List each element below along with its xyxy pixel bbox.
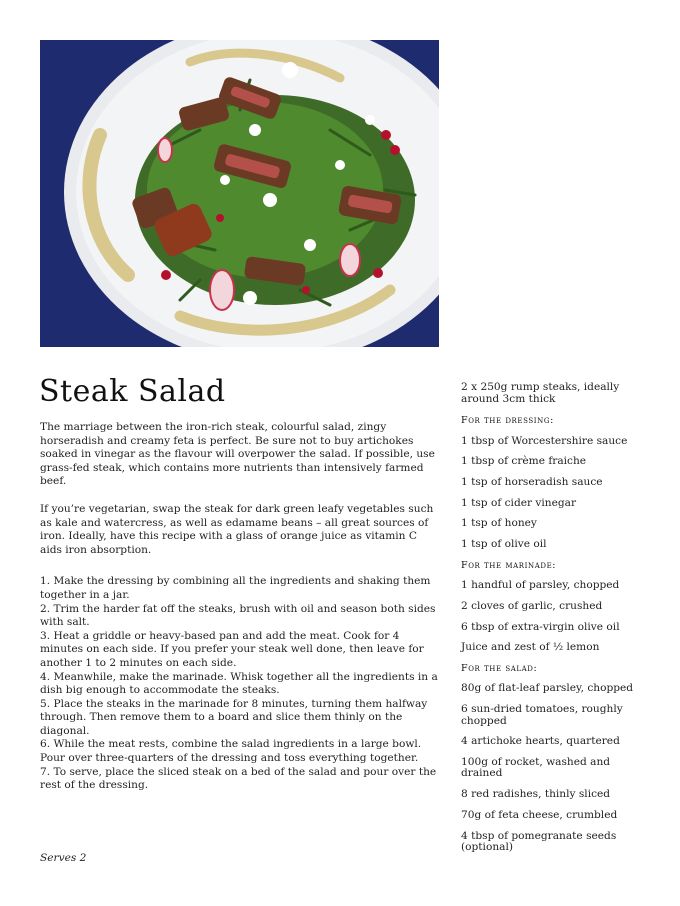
ingredient-item: 4 artichoke hearts, quartered [461, 735, 620, 748]
intro-paragraph: If you’re vegetarian, swap the steak for dark green leafy vegetables such as kale and watercress, as well as edamame beans – all great sources of iron. Ideally, have this recipe with a glass of orange juice as vitamin C aids iron absorption. [40, 502, 434, 556]
ingredient-item: 1 tsp of horseradish sauce [461, 475, 603, 488]
salad-heading: For the salad: [461, 662, 538, 674]
ingredient-item: 1 tsp of olive oil [461, 537, 547, 550]
ingredient-item: 1 tsp of cider vinegar [461, 496, 577, 509]
steak-salad-illustration [40, 40, 439, 347]
ingredient-item: 1 tbsp of crème fraiche [461, 455, 587, 468]
recipe-body [40, 421, 440, 793]
ingredient-item: 1 tsp of honey [461, 517, 537, 530]
ingredient-item: 4 tbsp of pomegranate seeds (optional) [461, 829, 617, 853]
recipe-title: Steak Salad [39, 374, 226, 409]
ingredient-item: Juice and zest of ½ lemon [461, 641, 600, 654]
ingredients-list [461, 382, 651, 863]
ingredient-item: 80g of flat-leaf parsley, chopped [461, 682, 634, 695]
ingredient-item: 70g of feta cheese, crumbled [461, 808, 618, 821]
method-step: 6. While the meat rests, combine the salad ingredients in a large bowl. Pour over three-quarters of the dressing and toss everything together. [40, 738, 422, 765]
ingredient-item: 2 cloves of garlic, crushed [461, 599, 603, 612]
method-step: 1. Make the dressing by combining all the ingredients and shaking them together in a jar. [40, 575, 431, 601]
dish-photo [40, 40, 439, 347]
ingredient-item: 8 red radishes, thinly sliced [461, 788, 611, 801]
serves-note: Serves 2 [40, 852, 87, 864]
marinade-heading: For the marinade: [461, 559, 557, 571]
method-step: 5. Place the steaks in the marinade for 8 minutes, turning them halfway through. Then remove them to a board and slice them thinly on the diagonal. [40, 697, 428, 737]
method-steps [40, 575, 440, 793]
ingredient-item: 100g of rocket, washed and drained [461, 755, 611, 780]
ingredient-item: 6 tbsp of extra-virgin olive oil [461, 620, 620, 633]
dressing-heading: For the dressing: [461, 415, 554, 426]
method-step: 3. Heat a griddle or heavy-based pan and add the meat. Cook for 4 minutes on each side. If you prefer your steak well done, then leave for another 1 to 2 minutes on each side. [40, 629, 424, 669]
method-step: 7. To serve, place the sliced steak on a bed of the salad and pour over the rest of the dressing. [40, 765, 437, 792]
method-step: 4. Meanwhile, make the marinade. Whisk together all the ingredients in a dish big enough to accommodate the steaks. [40, 670, 438, 697]
method-step: 2. Trim the harder fat off the steaks, brush with oil and season both sides with salt. [40, 602, 436, 629]
ingredient-item: 6 sun-dried tomatoes, roughly chopped [461, 703, 623, 727]
ingredient-item: 1 handful of parsley, chopped [461, 579, 620, 592]
ingredient-item: 2 x 250g rump steaks, ideally around 3cm thick [461, 381, 620, 405]
ingredient-item: 1 tbsp of Worcestershire sauce [461, 434, 628, 447]
intro-paragraph: The marriage between the iron-rich steak, colourful salad, zingy horseradish and creamy feta is perfect. Be sure not to buy artichokes soaked in vinegar as the flavour will overpower the salad. If possible, use grass-fed steak, which contains more nutrients than intensively farmed beef. [40, 421, 435, 488]
